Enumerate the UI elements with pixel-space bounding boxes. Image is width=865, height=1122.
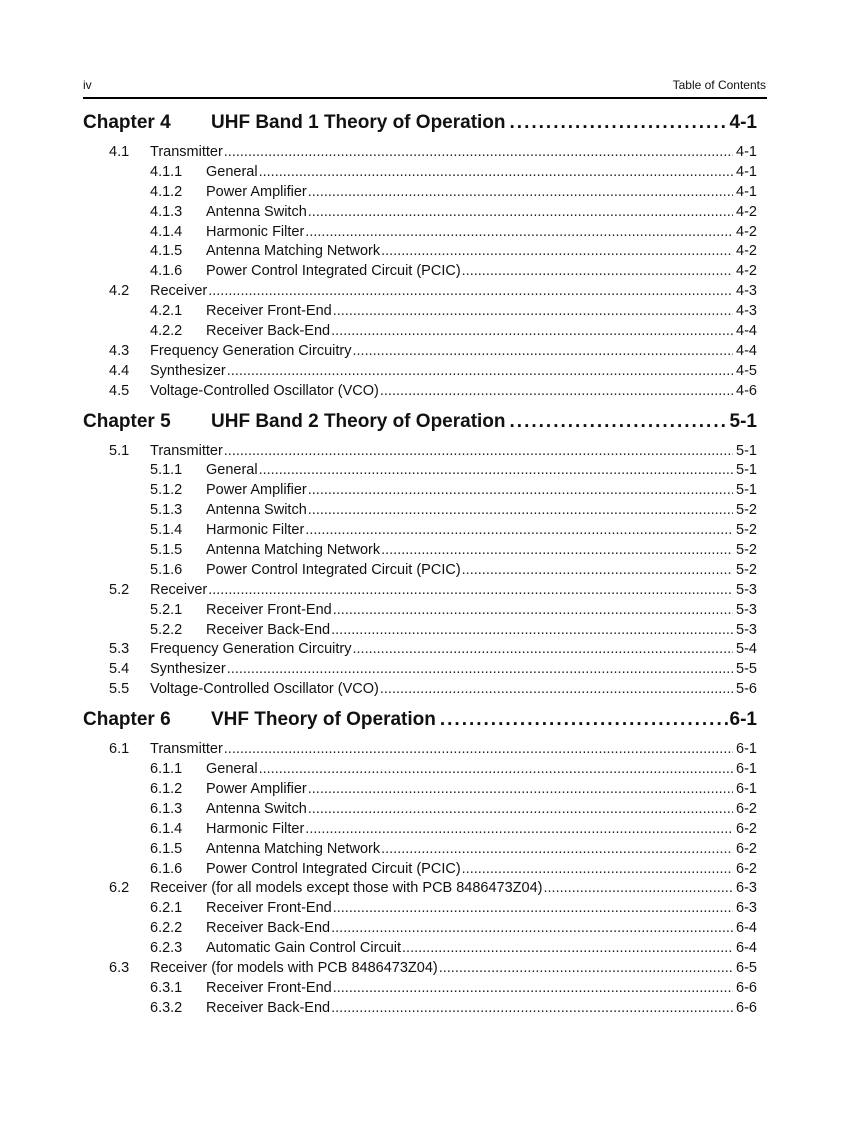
entry-number: 6.1.4 [150, 820, 183, 837]
entry-title: Power Amplifier [206, 482, 307, 499]
entry-page: 5-1 [736, 482, 757, 499]
toc-subsection-entry[interactable] [83, 920, 757, 940]
entry-number: 5.1.4 [150, 522, 183, 539]
dot-leader [305, 522, 733, 538]
dot-leader [305, 224, 733, 240]
entry-title: General [206, 761, 258, 778]
entry-number: 6.1 [109, 741, 130, 758]
entry-page: 6-1 [736, 741, 757, 758]
dot-leader [381, 542, 733, 558]
dot-leader [352, 641, 733, 657]
dot-leader [224, 443, 733, 459]
dot-leader [462, 263, 733, 279]
entry-title: Antenna Matching Network [206, 840, 381, 857]
dot-leader [462, 861, 733, 877]
dot-leader [440, 709, 728, 731]
chapter-heading[interactable] [83, 112, 757, 142]
entry-number: 4.1.4 [150, 223, 183, 240]
dot-leader [333, 602, 733, 618]
entry-title: Transmitter [150, 442, 223, 459]
entry-page: 4-6 [736, 382, 757, 399]
toc-subsection-entry[interactable] [83, 522, 757, 542]
toc-subsection-entry[interactable] [83, 164, 757, 184]
entry-page: 4-1 [736, 144, 757, 160]
entry-title: Voltage-Controlled Oscillator (VCO) [150, 681, 379, 698]
dot-leader [331, 323, 733, 339]
toc-subsection-entry[interactable] [83, 482, 757, 502]
entry-title: Receiver Front-End [206, 979, 332, 996]
toc-subsection-entry[interactable] [83, 243, 757, 263]
entry-title: Synthesizer [150, 362, 226, 379]
toc-section-entry[interactable] [83, 960, 757, 980]
entry-number: 4.2.2 [150, 323, 183, 340]
entry-title: Antenna Switch [206, 203, 307, 220]
entry-page: 6-3 [736, 880, 757, 897]
chapter-heading[interactable] [83, 709, 757, 739]
entry-title: Power Amplifier [206, 183, 307, 200]
entry-page: 5-5 [736, 661, 757, 678]
entry-page: 5-2 [736, 561, 757, 578]
toc-section-entry[interactable] [83, 582, 757, 602]
toc-subsection-entry[interactable] [83, 841, 757, 861]
dot-leader [331, 622, 733, 638]
toc-subsection-entry[interactable] [83, 204, 757, 224]
entry-title: Power Control Integrated Circuit (PCIC) [206, 860, 461, 877]
entry-title: Receiver [150, 283, 208, 300]
entry-title: Antenna Matching Network [206, 243, 381, 260]
dot-leader [333, 303, 733, 319]
toc-subsection-entry[interactable] [83, 184, 757, 204]
toc-subsection-entry[interactable] [83, 303, 757, 323]
entry-title: Antenna Switch [206, 800, 307, 817]
entry-title: General [206, 462, 258, 479]
entry-title: Power Control Integrated Circuit (PCIC) [206, 561, 461, 578]
entry-title: Frequency Generation Circuitry [150, 641, 352, 658]
entry-number: 4.1.1 [150, 163, 183, 180]
entry-number: 4.3 [109, 342, 130, 359]
entry-number: 5.2 [109, 581, 130, 598]
entry-number: 4.1.2 [150, 183, 183, 200]
entry-page: 6-1 [736, 780, 757, 797]
entry-page: 5-2 [736, 502, 757, 519]
entry-page: 4-3 [736, 283, 757, 300]
toc-section-entry[interactable] [83, 443, 757, 463]
toc-subsection-entry[interactable] [83, 821, 757, 841]
entry-title: General [206, 163, 258, 180]
entry-number: 4.2 [109, 283, 130, 300]
dot-leader [259, 761, 733, 777]
entry-number: 4.2.1 [150, 303, 183, 320]
entry-title: Automatic Gain Control Circuit [206, 940, 402, 957]
dot-leader [333, 980, 733, 996]
toc-section-entry[interactable] [83, 681, 757, 701]
toc-section-entry[interactable] [83, 741, 757, 761]
page-number: iv [83, 78, 92, 92]
toc-section-entry[interactable] [83, 641, 757, 661]
entry-title: Frequency Generation Circuitry [150, 342, 352, 359]
table-of-contents [83, 112, 757, 1020]
entry-page: 6-6 [736, 999, 757, 1016]
dot-leader [333, 900, 733, 916]
entry-title: Receiver Back-End [206, 999, 331, 1016]
chapter-label: Chapter 5 [83, 410, 171, 432]
entry-number: 5.1 [109, 442, 130, 459]
entry-number: 5.1.2 [150, 482, 183, 499]
entry-page: 6-3 [736, 900, 757, 917]
dot-leader [308, 204, 733, 220]
entry-page: 6-5 [736, 959, 757, 976]
entry-title: Receiver Front-End [206, 601, 332, 618]
toc-subsection-entry[interactable] [83, 562, 757, 582]
entry-title: Harmonic Filter [206, 522, 305, 539]
entry-number: 5.2.2 [150, 621, 183, 638]
toc-subsection-entry[interactable] [83, 1000, 757, 1020]
entry-title: Harmonic Filter [206, 820, 305, 837]
entry-page: 5-4 [736, 641, 757, 658]
entry-number: 6.2.2 [150, 920, 183, 937]
entry-page: 5-1 [736, 442, 757, 459]
entry-number: 6.2.3 [150, 940, 183, 957]
entry-page: 6-2 [736, 820, 757, 837]
entry-page: 5-2 [736, 522, 757, 539]
dot-leader [352, 343, 733, 359]
entry-title: Synthesizer [150, 661, 226, 678]
entry-number: 4.1.5 [150, 243, 183, 260]
dot-leader [381, 841, 733, 857]
entry-title: Receiver Back-End [206, 920, 331, 937]
chapter-page: 4-1 [729, 112, 757, 133]
dot-leader [544, 880, 734, 896]
toc-subsection-entry[interactable] [83, 861, 757, 881]
entry-number: 6.3 [109, 959, 130, 976]
page-header [83, 76, 767, 99]
dot-leader [227, 661, 733, 677]
chapter-label: Chapter 6 [83, 709, 171, 731]
entry-number: 4.5 [109, 382, 130, 399]
entry-page: 4-2 [736, 263, 757, 280]
dot-leader [259, 164, 733, 180]
toc-subsection-entry[interactable] [83, 323, 757, 343]
entry-page: 6-4 [736, 920, 757, 937]
entry-number: 6.1.3 [150, 800, 183, 817]
toc-section-entry[interactable] [83, 661, 757, 681]
dot-leader [402, 940, 733, 956]
entry-page: 6-2 [736, 800, 757, 817]
toc-subsection-entry[interactable] [83, 900, 757, 920]
chapter-title: UHF Band 1 Theory of Operation [211, 112, 506, 133]
entry-number: 6.2 [109, 880, 130, 897]
entry-number: 6.3.1 [150, 979, 183, 996]
entry-number: 6.1.5 [150, 840, 183, 857]
entry-number: 5.1.3 [150, 502, 183, 519]
entry-page: 4-1 [736, 163, 757, 180]
entry-title: Receiver Front-End [206, 900, 332, 917]
entry-number: 6.1.6 [150, 860, 183, 877]
dot-leader [305, 821, 733, 837]
entry-number: 4.1.6 [150, 263, 183, 280]
toc-subsection-entry[interactable] [83, 622, 757, 642]
chapter-page: 6-1 [729, 709, 757, 731]
chapter-label: Chapter 4 [83, 112, 171, 133]
dot-leader [208, 283, 733, 299]
entry-title: Receiver [150, 581, 208, 598]
entry-title: Harmonic Filter [206, 223, 305, 240]
dot-leader [381, 243, 733, 259]
entry-title: Receiver (for models with PCB 8486473Z04) [150, 959, 438, 976]
entry-page: 4-2 [736, 203, 757, 220]
entry-page: 4-2 [736, 243, 757, 260]
entry-page: 6-2 [736, 840, 757, 857]
entry-page: 5-1 [736, 462, 757, 479]
entry-page: 6-2 [736, 860, 757, 877]
entry-page: 6-4 [736, 940, 757, 957]
entry-page: 5-6 [736, 681, 757, 698]
dot-leader [259, 462, 733, 478]
entry-number: 6.3.2 [150, 999, 183, 1016]
dot-leader [380, 681, 733, 697]
section-title: Table of Contents [672, 78, 766, 92]
entry-page: 6-1 [736, 761, 757, 778]
toc-subsection-entry[interactable] [83, 462, 757, 482]
toc-section-entry[interactable] [83, 880, 757, 900]
entry-page: 5-3 [736, 581, 757, 598]
toc-section-entry[interactable] [83, 343, 757, 363]
dot-leader [331, 1000, 733, 1016]
entry-page: 4-3 [736, 303, 757, 320]
chapter-title: UHF Band 2 Theory of Operation [211, 410, 506, 432]
entry-title: Antenna Matching Network [206, 542, 381, 559]
entry-title: Receiver Back-End [206, 323, 331, 340]
dot-leader [439, 960, 733, 976]
dot-leader [308, 801, 733, 817]
toc-section-entry[interactable] [83, 144, 757, 164]
toc-section-entry[interactable] [83, 363, 757, 383]
toc-subsection-entry[interactable] [83, 602, 757, 622]
toc-subsection-entry[interactable] [83, 801, 757, 821]
entry-page: 6-6 [736, 979, 757, 996]
dot-leader [224, 144, 733, 160]
entry-page: 4-2 [736, 223, 757, 240]
dot-leader [308, 781, 733, 797]
entry-number: 6.1.2 [150, 780, 183, 797]
entry-page: 4-5 [736, 362, 757, 379]
chapter-page: 5-1 [729, 410, 757, 432]
dot-leader [380, 383, 733, 399]
chapter-title: VHF Theory of Operation [211, 709, 436, 731]
toc-subsection-entry[interactable] [83, 502, 757, 522]
entry-page: 4-4 [736, 342, 757, 359]
entry-page: 4-1 [736, 183, 757, 200]
entry-number: 5.5 [109, 681, 130, 698]
toc-subsection-entry[interactable] [83, 263, 757, 283]
dot-leader [227, 363, 733, 379]
entry-page: 5-2 [736, 542, 757, 559]
entry-page: 4-4 [736, 323, 757, 340]
entry-number: 5.1.5 [150, 542, 183, 559]
dot-leader [308, 184, 733, 200]
toc-subsection-entry[interactable] [83, 224, 757, 244]
entry-number: 5.1.1 [150, 462, 183, 479]
entry-title: Antenna Switch [206, 502, 307, 519]
toc-section-entry[interactable] [83, 283, 757, 303]
entry-number: 5.2.1 [150, 601, 183, 618]
chapter-heading[interactable] [83, 411, 757, 441]
entry-title: Voltage-Controlled Oscillator (VCO) [150, 382, 379, 399]
entry-number: 4.4 [109, 362, 130, 379]
entry-title: Receiver Back-End [206, 621, 331, 638]
entry-title: Power Amplifier [206, 780, 307, 797]
entry-number: 5.3 [109, 641, 130, 658]
toc-section-entry[interactable] [83, 383, 757, 403]
dot-leader [510, 411, 728, 433]
dot-leader [462, 562, 733, 578]
entry-number: 5.1.6 [150, 561, 183, 578]
entry-page: 5-3 [736, 601, 757, 618]
entry-title: Transmitter [150, 741, 223, 758]
entry-number: 6.1.1 [150, 761, 183, 778]
entry-number: 4.1.3 [150, 203, 183, 220]
dot-leader [224, 741, 733, 757]
toc-subsection-entry[interactable] [83, 781, 757, 801]
entry-title: Receiver Front-End [206, 303, 332, 320]
entry-title: Power Control Integrated Circuit (PCIC) [206, 263, 461, 280]
entry-number: 5.4 [109, 661, 130, 678]
toc-subsection-entry[interactable] [83, 542, 757, 562]
entry-title: Transmitter [150, 144, 223, 160]
dot-leader [510, 112, 728, 134]
entry-page: 5-3 [736, 621, 757, 638]
entry-number: 6.2.1 [150, 900, 183, 917]
toc-subsection-entry[interactable] [83, 980, 757, 1000]
entry-number: 4.1 [109, 144, 130, 160]
entry-title: Receiver (for all models except those with PCB 8486473Z04) [150, 880, 543, 897]
dot-leader [208, 582, 733, 598]
dot-leader [308, 482, 733, 498]
toc-subsection-entry[interactable] [83, 940, 757, 960]
dot-leader [308, 502, 733, 518]
toc-subsection-entry[interactable] [83, 761, 757, 781]
dot-leader [331, 920, 733, 936]
